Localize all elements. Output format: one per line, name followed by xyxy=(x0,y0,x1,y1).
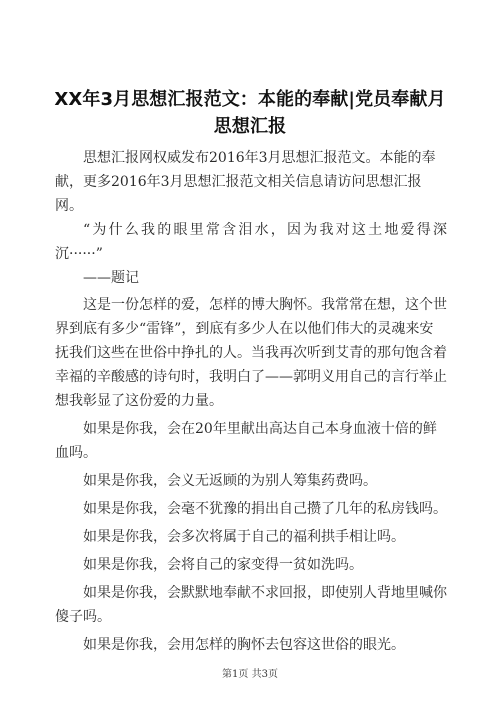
page-footer: 第1页 共3页 xyxy=(222,669,278,680)
question-paragraph: 如果是你我，会义无返顾的为别人筹集药费吗。 xyxy=(83,473,377,489)
epigraph-quote: “为什么我的眼里常含泪水，因为我对这土地爱得深 xyxy=(83,222,447,238)
document-body xyxy=(55,146,447,657)
question-paragraph: 如果是你我，会在20年里献出高达自己本身血液十倍的鲜血吗。 xyxy=(55,421,437,461)
intro-paragraph: 思想汇报网权威发布2016年3月思想汇报范文。本能的奉献，更多2016年3月思想汇报范文相关信息请访问思想汇报网。 xyxy=(55,150,436,214)
question-paragraph: 如果是你我，会毫不犹豫的捐出自己攒了几年的私房钱吗。 xyxy=(83,501,447,517)
question-paragraph: 如果是你我，会多次将属于自己的福利拱手相让吗。 xyxy=(83,529,405,545)
document-title: XX年3月思想汇报范文：本能的奉献|党员奉献月思想汇报 xyxy=(54,89,446,137)
question-paragraph: 如果是你我，会将自己的家变得一贫如洗吗。 xyxy=(83,557,363,573)
question-paragraph: 如果是你我，会用怎样的胸怀去包容这世俗的眼光。 xyxy=(83,637,405,653)
epigraph-quote-end: 沉······” xyxy=(55,246,103,262)
epigraph-attribution: ——题记 xyxy=(83,270,139,286)
body-paragraph: 这是一份怎样的爱，怎样的博大胸怀。我常常在想，这个世界到底有多少“雷锋”，到底有多少人在以他们伟大的灵魂来安抚我们这些在世俗中挣扎的人。当我再次听到艾青的那句饱含着幸福的辛酸感的诗句时，我明白了——郭明义用自己的言行举止想我彰显了这份爱的力量。 xyxy=(55,297,447,409)
question-paragraph: 如果是你我，会默默地奉献不求回报，即使别人背地里喊你傻子吗。 xyxy=(55,585,447,625)
